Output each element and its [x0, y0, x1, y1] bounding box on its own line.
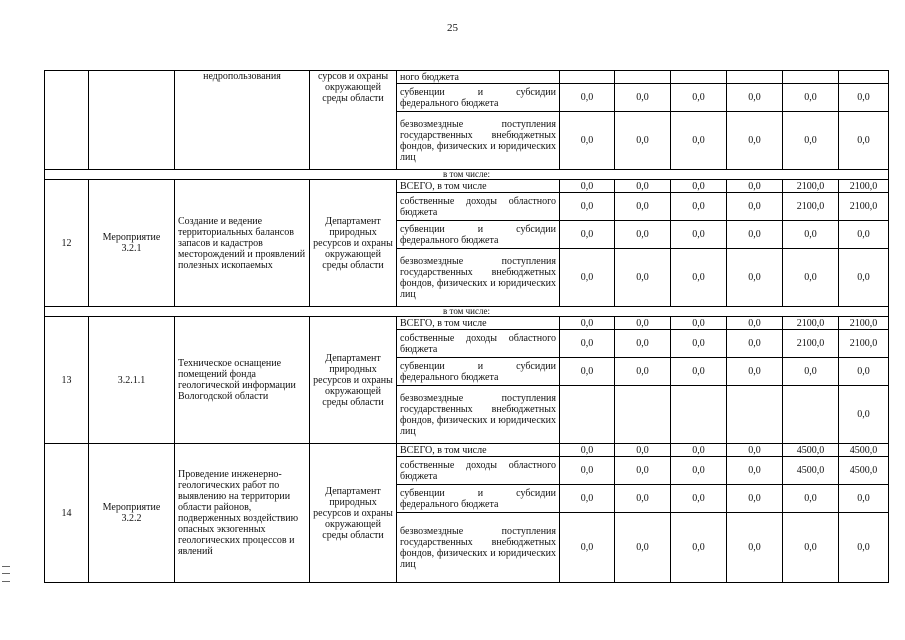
subheading-cell: в том числе: [45, 170, 889, 180]
value-cell: 0,0 [615, 330, 671, 358]
margin-mark [2, 566, 10, 582]
value-cell: 0,0 [671, 112, 727, 170]
executor-cell: Департамент природных ресурсов и охраны окружающей среды области [310, 317, 397, 444]
value-cell: 0,0 [560, 513, 615, 583]
code-cell: Мероприятие 3.2.2 [89, 444, 175, 583]
page-number: 25 [447, 22, 458, 34]
value-cell: 0,0 [727, 485, 783, 513]
funding-source-cell: ВСЕГО, в том числе [397, 317, 560, 330]
table-row [45, 444, 889, 457]
subheading-cell: в том числе: [45, 307, 889, 317]
value-cell: 0,0 [727, 249, 783, 307]
value-cell: 0,0 [671, 193, 727, 221]
table-body [45, 71, 889, 583]
value-cell: 0,0 [727, 513, 783, 583]
action-name-cell: Создание и ведение территориальных балансов запасов и кадастров месторождений и проявлений полезных ископаемых [175, 180, 310, 307]
value-cell: 0,0 [560, 221, 615, 249]
value-cell: 0,0 [671, 317, 727, 330]
value-cell: 0,0 [615, 193, 671, 221]
value-cell: 0,0 [727, 193, 783, 221]
table-row [45, 71, 889, 84]
value-cell: 0,0 [839, 112, 889, 170]
value-cell: 2100,0 [783, 180, 839, 193]
action-name-cell: Проведение инженерно-геологических работ по выявлению на территории области районов, подверженных воздействию опасных экзогенных геологических процессов и явлений [175, 444, 310, 583]
executor-cell: сурсов и охраны окружающей среды области [310, 71, 397, 170]
value-cell: 0,0 [839, 485, 889, 513]
value-cell: 0,0 [560, 457, 615, 485]
value-cell: 0,0 [615, 112, 671, 170]
funding-source-cell: ВСЕГО, в том числе [397, 444, 560, 457]
value-cell: 0,0 [783, 249, 839, 307]
value-cell: 0,0 [671, 180, 727, 193]
value-cell: 0,0 [783, 358, 839, 386]
value-cell [671, 71, 727, 84]
value-cell: 0,0 [615, 457, 671, 485]
row-number-cell: 13 [45, 317, 89, 444]
value-cell: 0,0 [671, 84, 727, 112]
value-cell: 0,0 [671, 330, 727, 358]
value-cell: 0,0 [560, 330, 615, 358]
value-cell: 2100,0 [783, 330, 839, 358]
value-cell: 0,0 [839, 513, 889, 583]
value-cell [615, 386, 671, 444]
value-cell: 0,0 [727, 330, 783, 358]
value-cell: 0,0 [727, 358, 783, 386]
value-cell: 0,0 [839, 358, 889, 386]
table-row [45, 180, 889, 193]
value-cell: 0,0 [783, 485, 839, 513]
value-cell: 0,0 [727, 180, 783, 193]
value-cell: 0,0 [671, 249, 727, 307]
value-cell [671, 386, 727, 444]
value-cell: 0,0 [560, 180, 615, 193]
row-number-cell [45, 71, 89, 170]
action-name-cell: Техническое оснащение помещений фонда геологической информации Вологодской области [175, 317, 310, 444]
value-cell: 2100,0 [839, 180, 889, 193]
value-cell: 0,0 [727, 221, 783, 249]
value-cell: 0,0 [560, 358, 615, 386]
value-cell: 2100,0 [783, 193, 839, 221]
value-cell: 4500,0 [839, 444, 889, 457]
value-cell: 2100,0 [783, 317, 839, 330]
value-cell: 0,0 [615, 358, 671, 386]
value-cell: 4500,0 [783, 444, 839, 457]
funding-source-cell: субвенции и субсидии федерального бюджета [397, 221, 560, 249]
code-cell: 3.2.1.1 [89, 317, 175, 444]
funding-source-cell: субвенции и субсидии федерального бюджета [397, 84, 560, 112]
table-row [45, 170, 889, 180]
value-cell: 0,0 [560, 84, 615, 112]
value-cell: 0,0 [839, 249, 889, 307]
value-cell: 0,0 [560, 444, 615, 457]
value-cell: 0,0 [671, 444, 727, 457]
value-cell: 0,0 [727, 84, 783, 112]
value-cell: 0,0 [615, 180, 671, 193]
value-cell [560, 386, 615, 444]
funding-source-cell: субвенции и субсидии федерального бюджета [397, 358, 560, 386]
value-cell: 0,0 [839, 221, 889, 249]
value-cell: 0,0 [615, 513, 671, 583]
value-cell: 0,0 [727, 457, 783, 485]
funding-source-cell: безвозмездные поступления государственных внебюджетных фондов, физических и юридических лиц [397, 249, 560, 307]
value-cell: 0,0 [671, 457, 727, 485]
value-cell: 0,0 [839, 84, 889, 112]
value-cell: 0,0 [783, 84, 839, 112]
value-cell: 0,0 [783, 221, 839, 249]
value-cell: 0,0 [560, 249, 615, 307]
funding-source-cell: собственные доходы областного бюджета [397, 330, 560, 358]
funding-source-cell: собственные доходы областного бюджета [397, 193, 560, 221]
value-cell: 2100,0 [839, 193, 889, 221]
funding-source-cell: безвозмездные поступления государственных внебюджетных фондов, физических и юридических лиц [397, 513, 560, 583]
value-cell: 2100,0 [839, 317, 889, 330]
funding-source-cell: собственные доходы областного бюджета [397, 457, 560, 485]
value-cell: 0,0 [839, 386, 889, 444]
executor-cell: Департамент природных ресурсов и охраны окружающей среды области [310, 444, 397, 583]
value-cell: 0,0 [671, 513, 727, 583]
value-cell: 0,0 [783, 112, 839, 170]
value-cell: 0,0 [560, 317, 615, 330]
table-row [45, 317, 889, 330]
value-cell: 0,0 [560, 485, 615, 513]
value-cell: 4500,0 [839, 457, 889, 485]
value-cell: 2100,0 [839, 330, 889, 358]
row-number-cell: 14 [45, 444, 89, 583]
row-number-cell: 12 [45, 180, 89, 307]
value-cell: 0,0 [671, 221, 727, 249]
value-cell: 0,0 [560, 112, 615, 170]
value-cell: 0,0 [615, 485, 671, 513]
value-cell: 0,0 [615, 444, 671, 457]
code-cell [89, 71, 175, 170]
value-cell [727, 386, 783, 444]
executor-cell: Департамент природных ресурсов и охраны окружающей среды области [310, 180, 397, 307]
value-cell [783, 71, 839, 84]
funding-source-cell: субвенции и субсидии федерального бюджета [397, 485, 560, 513]
funding-source-cell: ного бюджета [397, 71, 560, 84]
value-cell: 0,0 [615, 221, 671, 249]
budget-table [44, 70, 889, 583]
funding-source-cell: безвозмездные поступления государственных внебюджетных фондов, физических и юридических лиц [397, 112, 560, 170]
value-cell: 0,0 [727, 317, 783, 330]
action-name-cell: недропользования [175, 71, 310, 170]
funding-source-cell: безвозмездные поступления государственных внебюджетных фондов, физических и юридических лиц [397, 386, 560, 444]
value-cell: 0,0 [615, 317, 671, 330]
value-cell: 4500,0 [783, 457, 839, 485]
value-cell: 0,0 [783, 513, 839, 583]
value-cell [839, 71, 889, 84]
value-cell: 0,0 [671, 358, 727, 386]
value-cell [727, 71, 783, 84]
value-cell [560, 71, 615, 84]
value-cell: 0,0 [615, 84, 671, 112]
value-cell: 0,0 [560, 193, 615, 221]
value-cell: 0,0 [727, 112, 783, 170]
code-cell: Мероприятие 3.2.1 [89, 180, 175, 307]
value-cell: 0,0 [615, 249, 671, 307]
value-cell: 0,0 [727, 444, 783, 457]
value-cell [615, 71, 671, 84]
funding-source-cell: ВСЕГО, в том числе [397, 180, 560, 193]
value-cell: 0,0 [671, 485, 727, 513]
value-cell [783, 386, 839, 444]
table-row [45, 307, 889, 317]
